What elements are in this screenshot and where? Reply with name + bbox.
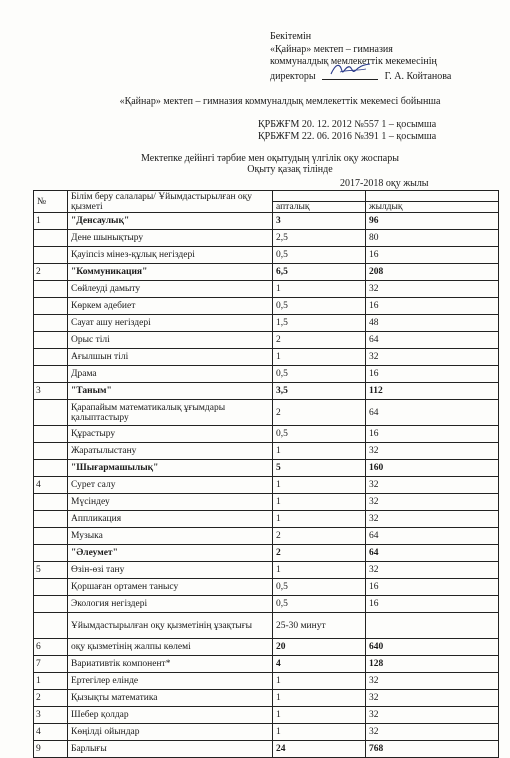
row-number — [34, 349, 68, 366]
row-weekly-hours: 0,5 — [273, 298, 366, 315]
row-yearly-hours: 32 — [366, 494, 499, 511]
row-number — [34, 494, 68, 511]
table-row — [34, 315, 499, 332]
row-weekly-hours: 1 — [273, 349, 366, 366]
row-weekly-hours: 20 — [273, 639, 366, 656]
row-weekly-hours: 1 — [273, 477, 366, 494]
row-number — [34, 596, 68, 613]
row-number: 3 — [34, 383, 68, 400]
approval-institution-type: коммуналдық мемлекеттік мекемесінің — [270, 56, 437, 67]
plan-subtitle: Оқыту қазақ тілінде — [247, 164, 333, 175]
row-number — [34, 281, 68, 298]
row-number: 9 — [34, 741, 68, 758]
row-subject: Вариативтік компонент* — [68, 656, 273, 673]
row-yearly-hours: 48 — [366, 315, 499, 332]
table-row — [34, 281, 499, 298]
row-subject: Жаратылыстану — [68, 443, 273, 460]
row-yearly-hours: 640 — [366, 639, 499, 656]
row-weekly-hours: 1 — [273, 690, 366, 707]
row-weekly-hours: 6,5 — [273, 264, 366, 281]
row-yearly-hours: 64 — [366, 332, 499, 349]
row-yearly-hours: 32 — [366, 443, 499, 460]
row-number — [34, 579, 68, 596]
row-subject: Дене шынықтыру — [68, 230, 273, 247]
table-row — [34, 707, 499, 724]
row-weekly-hours: 1 — [273, 281, 366, 298]
row-number — [34, 545, 68, 562]
plan-title-block — [60, 153, 480, 175]
row-yearly-hours: 16 — [366, 579, 499, 596]
table-row — [34, 545, 499, 562]
row-subject: Барлығы — [68, 741, 273, 758]
table-row — [34, 690, 499, 707]
row-weekly-hours: 25-30 минут — [273, 613, 366, 639]
row-number: 1 — [34, 213, 68, 230]
director-name: Г. А. Койтанова — [384, 70, 452, 82]
row-weekly-hours: 4 — [273, 656, 366, 673]
signature-line — [322, 69, 378, 80]
row-number: 7 — [34, 656, 68, 673]
academic-year: 2017-2018 оқу жылы — [340, 178, 429, 189]
row-number: 1 — [34, 673, 68, 690]
table-row — [34, 213, 499, 230]
row-number: 2 — [34, 690, 68, 707]
organization-title: «Қайнар» мектеп – гимназия коммуналдық мемлекеттік мекемесі бойынша — [119, 96, 441, 107]
table-row — [34, 400, 499, 426]
handwritten-signature — [328, 61, 374, 77]
row-yearly-hours: 16 — [366, 366, 499, 383]
row-subject: Драма — [68, 366, 273, 383]
row-yearly-hours: 64 — [366, 400, 499, 426]
row-yearly-hours: 32 — [366, 281, 499, 298]
curriculum-table-body — [34, 213, 499, 758]
row-subject: "Әлеумет" — [68, 545, 273, 562]
header-yearly: жылдық — [366, 202, 499, 213]
table-row — [34, 511, 499, 528]
table-row — [34, 562, 499, 579]
row-yearly-hours: 112 — [366, 383, 499, 400]
row-number — [34, 528, 68, 545]
header-blank-weekly — [273, 191, 366, 202]
row-number — [34, 400, 68, 426]
row-subject: "Денсаулық" — [68, 213, 273, 230]
row-subject: "Шығармашылық" — [68, 460, 273, 477]
row-subject: Сауат ашу негіздері — [68, 315, 273, 332]
row-yearly-hours: 32 — [366, 477, 499, 494]
row-number — [34, 247, 68, 264]
row-subject: Қызықты математика — [68, 690, 273, 707]
order-reference-2: ҚРБЖҒМ 22. 06. 2016 №391 1 – қосымша — [258, 131, 437, 142]
row-number: 6 — [34, 639, 68, 656]
row-yearly-hours: 32 — [366, 673, 499, 690]
row-yearly-hours: 32 — [366, 511, 499, 528]
table-row — [34, 383, 499, 400]
row-weekly-hours: 1 — [273, 562, 366, 579]
table-row — [34, 298, 499, 315]
row-yearly-hours: 16 — [366, 596, 499, 613]
row-subject: Өзін-өзі тану — [68, 562, 273, 579]
row-yearly-hours: 208 — [366, 264, 499, 281]
row-weekly-hours: 3,5 — [273, 383, 366, 400]
table-row — [34, 596, 499, 613]
row-yearly-hours — [366, 613, 499, 639]
row-number: 5 — [34, 562, 68, 579]
row-number — [34, 613, 68, 639]
row-subject: Ағылшын тілі — [68, 349, 273, 366]
table-row — [34, 656, 499, 673]
table-row — [34, 366, 499, 383]
row-subject: Қауіпсіз мінез-құлық негіздері — [68, 247, 273, 264]
row-number — [34, 511, 68, 528]
row-weekly-hours: 2,5 — [273, 230, 366, 247]
row-subject: Ертегілер елінде — [68, 673, 273, 690]
row-yearly-hours: 32 — [366, 690, 499, 707]
table-row — [34, 741, 499, 758]
table-row — [34, 639, 499, 656]
row-yearly-hours: 32 — [366, 349, 499, 366]
row-subject: Сурет салу — [68, 477, 273, 494]
row-number — [34, 298, 68, 315]
row-yearly-hours: 160 — [366, 460, 499, 477]
director-signature-row — [270, 69, 500, 84]
row-subject: Көркем әдебиет — [68, 298, 273, 315]
row-subject: "Таным" — [68, 383, 273, 400]
row-subject: Қоршаған ортамен танысу — [68, 579, 273, 596]
row-weekly-hours: 24 — [273, 741, 366, 758]
plan-title: Мектепке дейінгі тәрбие мен оқытудың үлгілік оқу жоспары — [141, 153, 399, 164]
row-weekly-hours: 5 — [273, 460, 366, 477]
approval-school-name: «Қайнар» мектеп – гимназия — [270, 43, 393, 55]
order-reference-1: ҚРБЖҒМ 20. 12. 2012 №557 1 – қосымша — [258, 119, 437, 130]
row-weekly-hours: 2 — [273, 332, 366, 349]
row-subject: Шебер қолдар — [68, 707, 273, 724]
row-subject: Құрастыру — [68, 426, 273, 443]
header-blank-yearly — [366, 191, 499, 202]
row-subject: Музыка — [68, 528, 273, 545]
row-weekly-hours: 0,5 — [273, 366, 366, 383]
row-subject: "Коммуникация" — [68, 264, 273, 281]
row-weekly-hours: 0,5 — [273, 596, 366, 613]
table-row — [34, 460, 499, 477]
approval-block — [270, 31, 500, 83]
director-label: директоры — [270, 70, 316, 82]
row-weekly-hours: 3 — [273, 213, 366, 230]
table-row — [34, 494, 499, 511]
table-row — [34, 528, 499, 545]
table-row — [34, 613, 499, 639]
row-yearly-hours: 32 — [366, 724, 499, 741]
row-number — [34, 332, 68, 349]
row-yearly-hours: 64 — [366, 545, 499, 562]
row-number — [34, 366, 68, 383]
table-row — [34, 477, 499, 494]
row-weekly-hours: 1,5 — [273, 315, 366, 332]
table-row — [34, 230, 499, 247]
header-number: № — [34, 191, 68, 213]
row-number — [34, 443, 68, 460]
row-number: 4 — [34, 477, 68, 494]
curriculum-table — [33, 190, 499, 758]
row-number — [34, 230, 68, 247]
order-references — [258, 119, 498, 143]
row-yearly-hours: 32 — [366, 707, 499, 724]
table-row — [34, 426, 499, 443]
row-weekly-hours: 1 — [273, 673, 366, 690]
row-weekly-hours: 1 — [273, 494, 366, 511]
row-subject: Мүсіндеу — [68, 494, 273, 511]
row-number — [34, 315, 68, 332]
row-weekly-hours: 0,5 — [273, 426, 366, 443]
row-weekly-hours: 2 — [273, 545, 366, 562]
row-weekly-hours: 1 — [273, 707, 366, 724]
row-subject: Аппликация — [68, 511, 273, 528]
table-row — [34, 673, 499, 690]
row-subject: Сөйлеуді дамыту — [68, 281, 273, 298]
table-row — [34, 443, 499, 460]
row-weekly-hours: 0,5 — [273, 247, 366, 264]
table-row — [34, 264, 499, 281]
row-yearly-hours: 96 — [366, 213, 499, 230]
header-weekly: апталық — [273, 202, 366, 213]
header-education-area: Білім беру салалары/ Ұйымдастырылған оқу қызметі — [68, 191, 273, 213]
row-number: 3 — [34, 707, 68, 724]
row-subject: Орыс тілі — [68, 332, 273, 349]
row-yearly-hours: 128 — [366, 656, 499, 673]
row-subject: оқу қызметінің жалпы көлемі — [68, 639, 273, 656]
row-yearly-hours: 768 — [366, 741, 499, 758]
row-number: 4 — [34, 724, 68, 741]
row-weekly-hours: 1 — [273, 724, 366, 741]
row-yearly-hours: 16 — [366, 298, 499, 315]
row-weekly-hours: 0,5 — [273, 579, 366, 596]
row-subject: Ұйымдастырылған оқу қызметінің ұзақтығы — [68, 613, 273, 639]
row-subject: Қарапайым математикалық ұғымдары қалыптастыру — [68, 400, 273, 426]
row-subject: Экология негіздері — [68, 596, 273, 613]
row-subject: Көңілді ойындар — [68, 724, 273, 741]
row-yearly-hours: 32 — [366, 562, 499, 579]
row-weekly-hours: 1 — [273, 443, 366, 460]
table-row — [34, 247, 499, 264]
row-yearly-hours: 16 — [366, 426, 499, 443]
row-number: 2 — [34, 264, 68, 281]
table-row — [34, 349, 499, 366]
row-number — [34, 460, 68, 477]
row-weekly-hours: 2 — [273, 528, 366, 545]
row-weekly-hours: 1 — [273, 511, 366, 528]
table-row — [34, 724, 499, 741]
table-row — [34, 579, 499, 596]
row-weekly-hours: 2 — [273, 400, 366, 426]
row-yearly-hours: 80 — [366, 230, 499, 247]
table-row — [34, 332, 499, 349]
row-number — [34, 426, 68, 443]
row-yearly-hours: 64 — [366, 528, 499, 545]
approval-heading: Бекітемін — [270, 31, 312, 42]
row-yearly-hours: 16 — [366, 247, 499, 264]
